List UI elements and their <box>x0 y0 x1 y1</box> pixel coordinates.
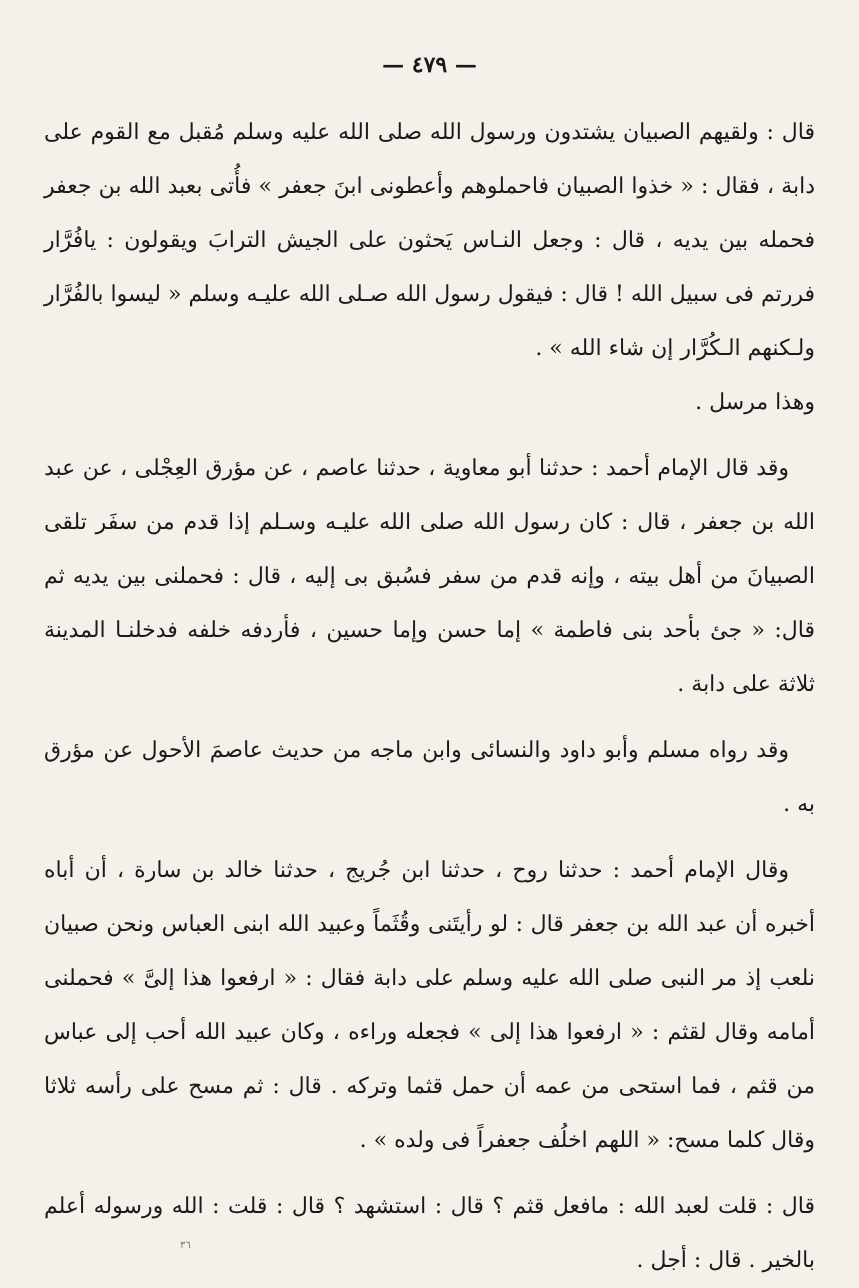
paragraph-3: وقد قال الإمام أحمد : حدثنا أبو معاوية ، حدثنا عاصم ، عن مؤرق العِجْلى ، عن عبد الله بن جعفر ، قال : كان رسول الله صلى الله عليـه وسـلم إذا قدم من سفَر تلقى الصبيانَ من أهل بيته ، وإنه قدم من سفر فسُبق بى إليه ، قال : فحملنى بين يديه ثم قال: « جئ بأحد بنى فاطمة » إما حسن وإما حسين ، فأردفه خلفه فدخلنـا المدينة ثلاثة على دابة . <box>44 456 815 697</box>
paragraph-2: وهذا مرسل . <box>695 390 815 415</box>
paragraph-5: وقال الإمام أحمد : حدثنا روح ، حدثنا ابن جُريج ، حدثنا خالد بن سارة ، أن أباه أخبره أن عبد الله بن جعفر قال : لو رأيتَنى وقُثَماً وعبيد الله ابنى العباس ونحن صبيان نلعب إذ مر النبى صلى الله عليه وسلم على دابة فقال : « ارفعوا هذا إلىَّ » فحملنى أمامه وقال لقثم : « ارفعوا هذا إلى » فجعله وراءه ، وكان عبيد الله أحب إلى عباس من قثم ، فما استحى من عمه أن حمل قثما وتركه . قال : ثم مسح على رأسه ثلاثا وقال كلما مسح: « اللهم اخلُف جعفراً فى ولده » . <box>44 858 815 1153</box>
footer-mark: ٣٦ <box>180 1240 191 1251</box>
page-number: — ٤٧٩ — <box>382 52 477 78</box>
paragraph-6: قال : قلت لعبد الله : مافعل قثم ؟ قال : استشهد ؟ قال : قلت : الله ورسوله أعلم بالخير . قال : أجل . <box>44 1194 815 1273</box>
paragraph-1: قال : ولقيهم الصبيان يشتدون ورسول الله صلى الله عليه وسلم مُقبل مع القوم على دابة ، فقال : « خذوا الصبيان فاحملوهم وأعطونى ابنَ جعفر » فأُتى بعبد الله بن جعفر فحمله بين يديه ، قال : وجعل النـاس يَحثون على الجيش الترابَ ويقولون : يافُرَّار فررتم فى سبيل الله ! قال : فيقول رسول الله صـلى الله عليـه وسلم « ليسوا بالفُرَّار ولـكنهم الـكُرَّار إن شاء الله » . <box>44 120 815 361</box>
paragraph-4: وقد رواه مسلم وأبو داود والنسائى وابن ماجه من حديث عاصمَ الأحول عن مؤرق به . <box>44 738 815 817</box>
